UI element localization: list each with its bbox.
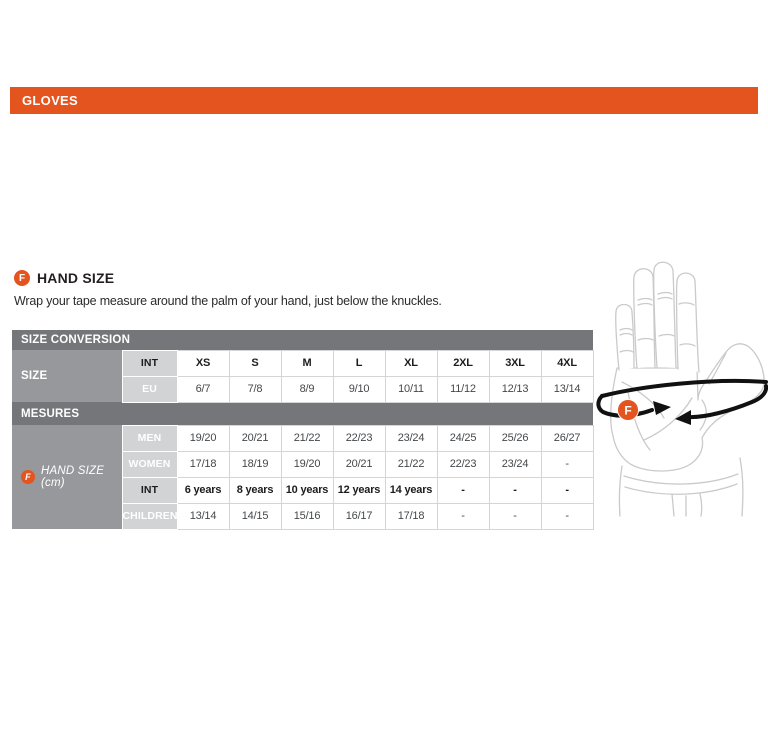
eu-size-cell: 12/13 [489, 376, 541, 402]
years-cell: 12 years [333, 477, 385, 503]
svg-text:F: F [624, 403, 632, 418]
eu-size-cell: 10/11 [385, 376, 437, 402]
children-cell: 15/16 [281, 503, 333, 529]
size-cell: XL [385, 350, 437, 376]
section-title: HAND SIZE [37, 270, 115, 286]
eu-size-cell: 8/9 [281, 376, 333, 402]
men-cell: 23/24 [385, 425, 437, 451]
men-cell: 24/25 [437, 425, 489, 451]
eu-size-cell: 7/8 [229, 376, 281, 402]
children-cell: 17/18 [385, 503, 437, 529]
women-cell: - [541, 451, 593, 477]
years-cell: - [437, 477, 489, 503]
size-cell: 4XL [541, 350, 593, 376]
children-cell: 14/15 [229, 503, 281, 529]
years-cell: - [541, 477, 593, 503]
children-cell: 13/14 [177, 503, 229, 529]
children-cell: - [489, 503, 541, 529]
women-cell: 17/18 [177, 451, 229, 477]
size-cell: XS [177, 350, 229, 376]
hand-size-marker [618, 400, 639, 421]
int-sublabel: INT [122, 350, 177, 376]
children-sublabel: CHILDREN [122, 503, 177, 529]
men-cell: 22/23 [333, 425, 385, 451]
eu-size-cell: 6/7 [177, 376, 229, 402]
men-cell: 19/20 [177, 425, 229, 451]
hand-size-row-label [12, 425, 122, 529]
measure-instructions: Wrap your tape measure around the palm of your hand, just below the knuckles. [14, 294, 442, 308]
size-cell: 3XL [489, 350, 541, 376]
eu-size-cell: 11/12 [437, 376, 489, 402]
size-conversion-table [12, 330, 594, 530]
mesures-header: MESURES [12, 402, 593, 425]
hand-size-heading [14, 270, 114, 286]
size-cell: 2XL [437, 350, 489, 376]
women-cell: 18/19 [229, 451, 281, 477]
women-cell: 19/20 [281, 451, 333, 477]
years-cell: 10 years [281, 477, 333, 503]
women-cell: 23/24 [489, 451, 541, 477]
f-brand-icon: F [21, 470, 35, 484]
years-cell: - [489, 477, 541, 503]
women-cell: 20/21 [333, 451, 385, 477]
women-sublabel: WOMEN [122, 451, 177, 477]
children-cell: 16/17 [333, 503, 385, 529]
years-cell: 14 years [385, 477, 437, 503]
size-conversion-header: SIZE CONVERSION [12, 330, 593, 350]
f-brand-icon: F [14, 270, 30, 286]
size-cell: M [281, 350, 333, 376]
hand-size-label: HAND SIZE (cm) [41, 465, 105, 489]
size-row-label: SIZE [12, 350, 122, 402]
children-cell: - [437, 503, 489, 529]
men-cell: 20/21 [229, 425, 281, 451]
years-cell: 8 years [229, 477, 281, 503]
hand-illustration [592, 250, 768, 528]
children-cell: - [541, 503, 593, 529]
eu-sublabel: EU [122, 376, 177, 402]
gloves-section-header: GLOVES [10, 87, 758, 114]
size-cell: S [229, 350, 281, 376]
women-cell: 22/23 [437, 451, 489, 477]
size-cell: L [333, 350, 385, 376]
eu-size-cell: 13/14 [541, 376, 593, 402]
men-cell: 26/27 [541, 425, 593, 451]
eu-size-cell: 9/10 [333, 376, 385, 402]
years-sublabel: INT [122, 477, 177, 503]
men-sublabel: MEN [122, 425, 177, 451]
women-cell: 21/22 [385, 451, 437, 477]
years-cell: 6 years [177, 477, 229, 503]
men-cell: 21/22 [281, 425, 333, 451]
men-cell: 25/26 [489, 425, 541, 451]
